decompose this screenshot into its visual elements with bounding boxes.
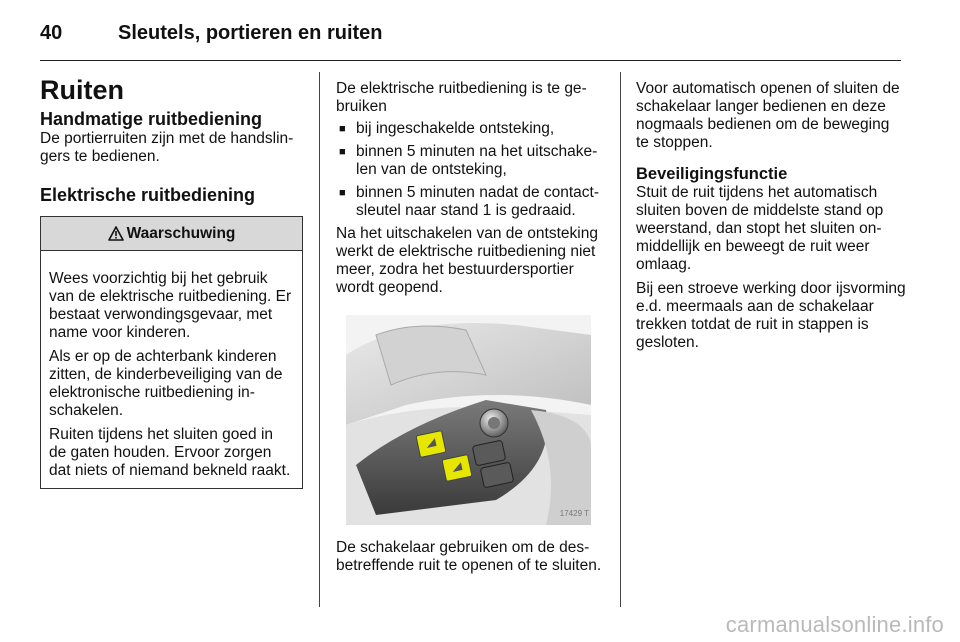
auto-operation-text: Voor automatisch openen of sluiten de schakelaar langer bedienen en deze nogmaals bedienen om de beweging te stoppen. [636,80,900,151]
column-divider-2 [620,72,621,607]
column-left [40,72,305,489]
watermark: carmanualsonline.info [725,612,944,637]
column-divider-1 [319,72,320,607]
icing-text: Bij een stroeve werking door ijsvorming e.d. meermaals aan de schakelaar trekken totdat de ruit in stappen is gesloten. [636,280,906,351]
warning-paragraph-2: Als er op de achterbank kinderen zitten, de kinderbeveiliging van de elektronische ruitbediening inschakelen. [49,348,283,419]
column-right [636,72,906,352]
door-panel-illustration [346,315,591,525]
list-item: ■ binnen 5 minuten nadat de contactsleutel naar stand 1 is gedraaid. [336,184,608,220]
electric-usage-intro: De elektrische ruitbediening is te gebruiken [336,80,587,115]
header-rule [40,60,901,61]
warning-header [41,217,302,251]
warning-box [40,216,303,489]
usage-conditions-list [336,120,608,220]
section-title-windows: Ruiten [40,75,124,105]
warning-paragraph-1: Wees voorzichtig bij het gebruik van de elektrische ruitbediening. Er bestaat verwondingsgevaar, met name voor kinderen. [49,270,292,341]
after-ignition-text: Na het uitschakelen van de ontsteking werkt de elektrische ruitbediening niet meer, zodra het bestuurdersportier wordt geopend. [336,225,598,296]
window-switch-left [416,431,446,458]
warning-body [41,251,302,488]
window-switch-right [442,455,472,482]
figure-code: 17429 T [559,509,589,518]
subheading-manual-windows: Handmatige ruitbediening [40,109,263,129]
figure-caption: De schakelaar gebruiken om de desbetreffende ruit te openen of te sluiten. [336,539,602,574]
subheading-safety-function: Beveiligingsfunctie [636,165,788,183]
subheading-electric-windows: Elektrische ruitbediening [40,185,256,205]
manual-windows-text: De portierruiten zijn met de handslingers te bedienen. [40,130,294,165]
list-item: ■ bij ingeschakelde ontsteking, [336,120,608,138]
column-middle [336,72,608,575]
page-number: 40 [40,21,63,44]
warning-paragraph-3: Ruiten tijdens het sluiten goed in de gaten houden. Ervoor zorgen dat niets of niemand bekneld raakt. [49,426,291,479]
window-switch-photo [346,315,591,525]
warning-triangle-icon [108,226,124,241]
warning-title: Waarschuwing [126,224,236,242]
safety-function-text: Stuit de ruit tijdens het automatisch sluiten boven de middelste stand op weerstand, dan stopt het sluiten onmiddellijk en beweegt de ruit weer omlaag. [636,184,884,273]
running-title: Sleutels, portieren en ruiten [118,21,383,44]
page-header [40,18,383,48]
list-item: ■ binnen 5 minuten na het uitschakelen van de ontsteking, [336,143,608,179]
